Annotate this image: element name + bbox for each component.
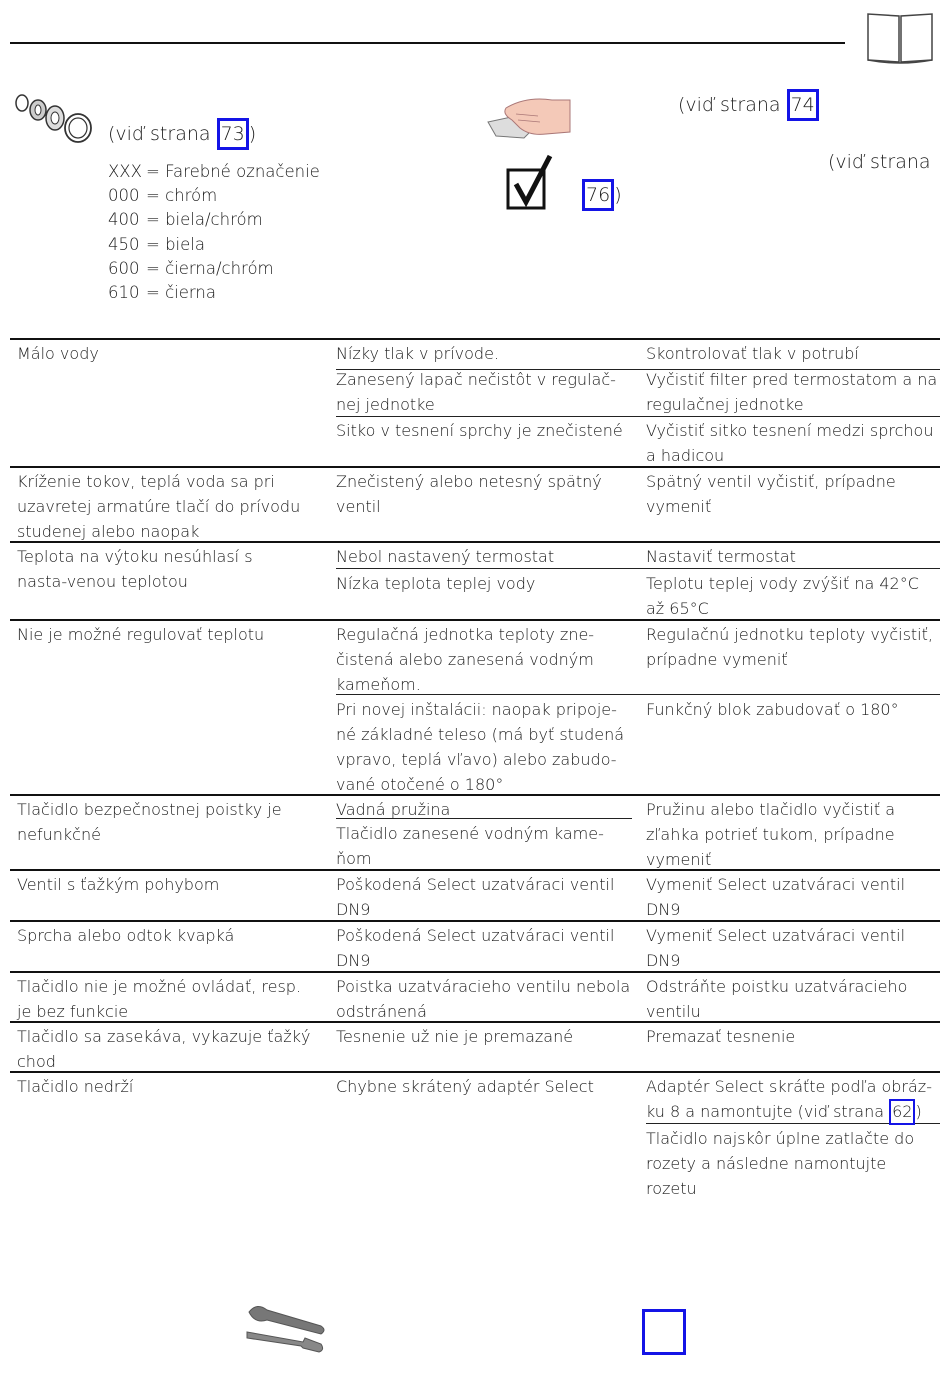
remedy-cell: Adaptér Select skráťte podľa obráz-ku 8 a namontujte (viď strana 62 )	[646, 1074, 940, 1125]
page-link-73[interactable]: 73	[217, 118, 249, 150]
cause-cell: Vadná pružina	[336, 800, 451, 819]
problem-cell: Ventil s ťažkým pohybom	[17, 875, 220, 894]
remedy-cell: Vymeniť Select uzatváraci ventil DN9	[646, 926, 906, 970]
cause-cell: Zanesený lapač nečistôt v regulač-nej jednotke	[336, 370, 616, 414]
open-book-icon	[866, 10, 934, 66]
problem-cell: Kríženie tokov, teplá voda sa pri uzavretej armatúre tlačí do prívodu studenej alebo naopak	[17, 472, 301, 541]
problem-cell: Tlačidlo sa zasekáva, vykazuje ťažký chod	[17, 1027, 311, 1071]
cause-cell: Chybne skrátený adaptér Select	[336, 1077, 594, 1096]
cause-cell: Znečistený alebo netesný spätný ventil	[336, 472, 602, 516]
remedy-cell: Premazať tesnenie	[646, 1027, 796, 1046]
page-ref-73: (viď strana 73 )	[108, 118, 256, 150]
checkmark-icon	[506, 154, 554, 212]
remedy-cell: Spätný ventil vyčistiť, prípadne vymeniť	[646, 472, 896, 516]
remedy-cell: Pružinu alebo tlačidlo vyčistiť a zľahka potrieť tukom, prípadne vymeniť	[646, 800, 896, 869]
cause-cell: Poistka uzatváracieho ventilu nebola odstránená	[336, 977, 631, 1021]
page-ref-76: 76 )	[582, 179, 622, 211]
page-ref-76-label: (viď strana	[828, 151, 931, 173]
problem-cell: Sprcha alebo odtok kvapká	[17, 926, 235, 945]
remedy-cell: Nastaviť termostat	[646, 547, 796, 566]
problem-cell: Nie je možné regulovať teplotu	[17, 625, 265, 644]
parts-rings-icon	[12, 92, 96, 144]
remedy-cell: Funkčný blok zabudovať o 180°	[646, 700, 899, 719]
list-item: 400 = biela/chróm	[108, 210, 263, 230]
cause-cell: Tesnenie už nie je premazané	[336, 1027, 574, 1046]
cause-cell: Poškodená Select uzatváraci ventil DN9	[336, 875, 615, 919]
cause-cell: Poškodená Select uzatváraci ventil DN9	[336, 926, 615, 970]
remedy-cell: Vyčistiť sitko tesnení medzi sprchou a hadicou	[646, 421, 934, 465]
list-item: 610 = čierna	[108, 283, 216, 303]
cause-cell: Nebol nastavený termostat	[336, 547, 555, 566]
page-link-62[interactable]: 62	[889, 1099, 915, 1125]
problem-cell: Tlačidlo bezpečnostnej poistky je nefunkčné	[17, 800, 282, 844]
list-item: 000 = chróm	[108, 186, 218, 206]
header-rule	[10, 42, 845, 44]
page-ref-74: (viď strana 74	[678, 89, 819, 121]
problem-cell: Málo vody	[17, 344, 99, 363]
page-link-76[interactable]: 76	[582, 179, 614, 211]
remedy-cell: Tlačidlo najskôr úplne zatlačte do rozety a následne namontujte rozetu	[646, 1129, 915, 1198]
list-item: 600 = čierna/chróm	[108, 258, 274, 278]
color-code-list	[108, 160, 320, 305]
cause-cell: Sitko v tesnení sprchy je znečistené	[336, 421, 623, 440]
table-rule	[10, 338, 940, 340]
remedy-cell: Regulačnú jednotku teploty vyčistiť, prípadne vymeniť	[646, 625, 933, 669]
problem-cell: Tlačidlo nie je možné ovládať, resp. je bez funkcie	[17, 977, 302, 1021]
cause-cell: Tlačidlo zanesené vodným kame-ňom	[336, 824, 604, 868]
remedy-cell: Vyčistiť filter pred termostatom a na regulačnej jednotke	[646, 370, 938, 414]
cause-cell: Regulačná jednotka teploty zne-čistená alebo zanesená vodným kameňom.	[336, 625, 595, 694]
wrench-screwdriver-icon	[243, 1302, 327, 1358]
remedy-cell: Skontrolovať tlak v potrubí	[646, 344, 859, 363]
remedy-cell: Vymeniť Select uzatváraci ventil DN9	[646, 875, 906, 919]
cause-cell: Nízky tlak v prívode.	[336, 344, 500, 363]
cause-cell: Nízka teplota teplej vody	[336, 574, 536, 593]
remedy-cell: Odstráňte poistku uzatváracieho ventilu	[646, 977, 908, 1021]
cause-cell: Pri novej inštalácii: naopak pripoje-né základné teleso (má byť studená vpravo, teplá vľavo) alebo zabudo-vané otočené o 180°	[336, 700, 625, 794]
problem-cell: Teplota na výtoku nesúhlasí s nasta-venou teplotou	[17, 547, 253, 591]
page-link-box[interactable]	[642, 1309, 686, 1355]
list-item: XXX = Farebné označenie	[108, 162, 320, 181]
remedy-cell: Teplotu teplej vody zvýšiť na 42°C až 65°C	[646, 574, 919, 618]
problem-cell: Tlačidlo nedrží	[17, 1077, 134, 1096]
page-link-74[interactable]: 74	[787, 89, 819, 121]
list-item: 450 = biela	[108, 234, 205, 254]
hand-cloth-icon	[486, 92, 572, 142]
